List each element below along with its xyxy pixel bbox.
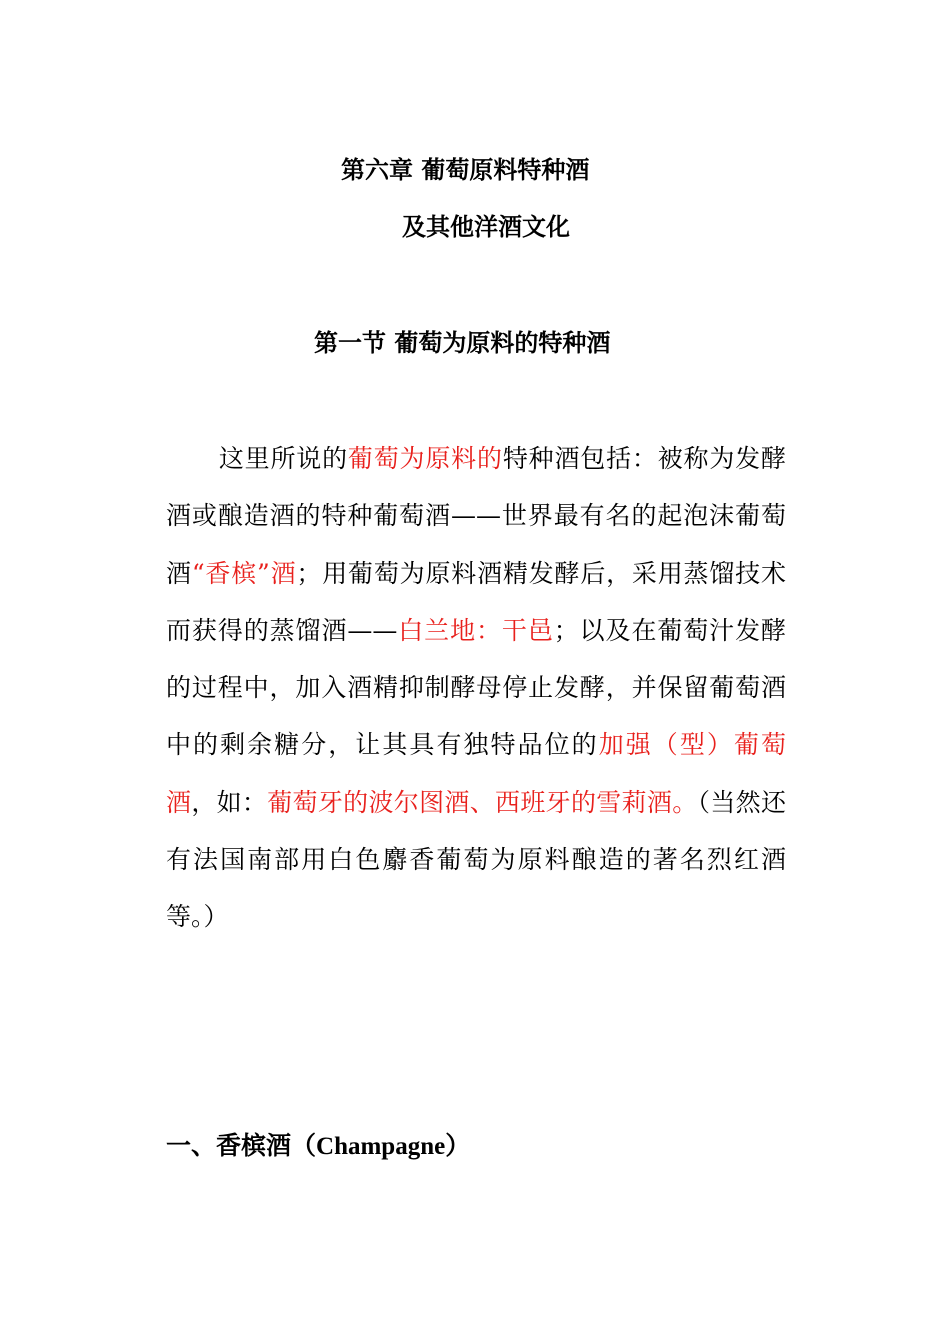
paragraph-run: ，如： xyxy=(191,787,268,817)
chapter-title-line-2: 及其他洋酒文化 xyxy=(402,212,570,241)
paragraph-run-highlight: 葡萄牙的波尔图酒、西班牙的雪莉酒。 xyxy=(267,787,698,817)
chapter-title-line-1: 第六章 葡萄原料特种酒 xyxy=(341,155,590,184)
section-title: 第一节 葡萄为原料的特种酒 xyxy=(314,328,611,357)
paragraph-run-highlight: 白兰地：干邑 xyxy=(397,615,554,645)
subheading-champagne xyxy=(166,1130,470,1163)
paragraph-run: ；用葡萄为原料酒精发酵后，采用蒸馏技术而获得的蒸馏酒—— xyxy=(166,558,786,645)
body-paragraph xyxy=(166,430,786,946)
paragraph-run: （当然还有法国南部用白色麝香葡萄为原料酿造的著名烈红酒等。） xyxy=(166,787,786,932)
paragraph-run: ；以及在葡萄汁发酵的过程中，加入酒精抑制酵母停止发酵，并保留葡萄酒中的剩余糖分，让其具有独特品位的 xyxy=(166,615,786,760)
paragraph-run-highlight: 葡萄为原料的 xyxy=(347,444,503,473)
paragraph-run: 特种酒包括：被称为发酵酒或酿造酒的特种葡萄酒——世界最有名的起泡沫葡萄酒 xyxy=(166,444,786,588)
subheading-prefix: 一、香槟酒（ xyxy=(166,1131,317,1160)
paragraph-run-highlight: 加强（型）葡萄酒 xyxy=(166,730,786,817)
paragraph-run: 这里所说的 xyxy=(218,444,348,473)
subheading-latin: Champagne xyxy=(316,1133,446,1160)
paragraph-run-highlight: “香槟”酒 xyxy=(191,558,297,588)
subheading-suffix: ） xyxy=(445,1131,471,1160)
